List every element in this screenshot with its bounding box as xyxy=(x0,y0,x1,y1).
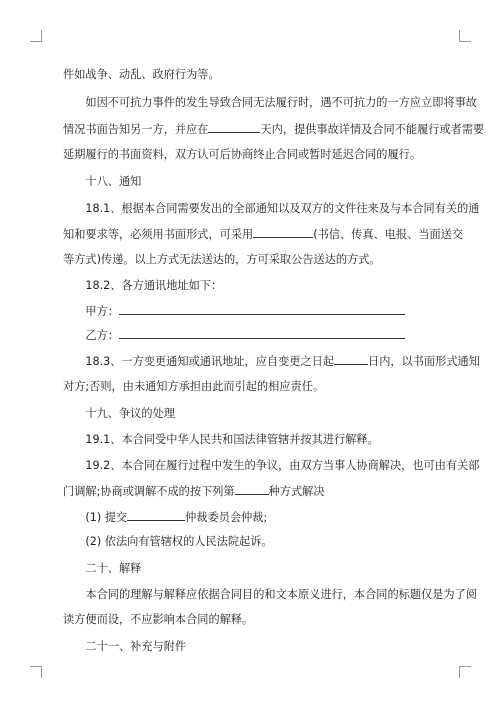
text-run: 种方式解决 xyxy=(268,485,325,498)
text-run: 天内，提供事故详情及合同不能履行或者需要 xyxy=(260,123,485,136)
text-run: 情况书面告知另一方，并应在 xyxy=(63,123,209,136)
fill-in-blank[interactable] xyxy=(253,227,313,238)
text-run: 知和要求等，必须用书面形式，可采用 xyxy=(63,228,254,241)
text-line xyxy=(63,510,267,525)
text-line xyxy=(63,613,253,627)
fill-in-blank[interactable] xyxy=(127,510,185,521)
text-line xyxy=(63,459,479,473)
text-line xyxy=(63,354,480,369)
text-run: 19.1、本合同受中华人民共和国法律管辖并按其进行解释。 xyxy=(63,433,379,446)
text-run: 二十、解释 xyxy=(63,562,142,575)
text-run: (1) 提交 xyxy=(63,511,128,524)
text-run: 如因不可抗力事件的发生导致合同无法履行时，遇不可抗力的一方应立即将事故 xyxy=(63,96,477,109)
text-run: 对方;否则，由未通知方承担由此而引起的相应责任。 xyxy=(63,380,325,393)
text-line xyxy=(63,407,175,421)
text-run: 十九、争议的处理 xyxy=(63,407,175,420)
text-run: 件如战争、动乱、政府行为等。 xyxy=(63,68,220,81)
text-line xyxy=(63,484,325,499)
text-line xyxy=(63,148,421,162)
text-run: (书信、传真、电报、当面送交 xyxy=(313,228,464,241)
text-run: 18.3、一方变更通知或通讯地址，应自变更之日起 xyxy=(63,355,335,368)
fill-in-blank[interactable] xyxy=(208,122,260,133)
text-line xyxy=(63,535,273,549)
text-run: 甲方： xyxy=(63,305,119,318)
text-run: 乙方： xyxy=(63,329,119,342)
text-line xyxy=(63,68,220,82)
text-line xyxy=(63,304,405,319)
text-run: 等方式)传递。以上方式无法送达的，方可采取公告送达的方式。 xyxy=(63,253,381,266)
text-run: 18.2、各方通讯地址如下： xyxy=(63,279,223,292)
text-line xyxy=(63,175,141,189)
text-line xyxy=(63,227,463,242)
text-line xyxy=(63,380,324,394)
text-line xyxy=(63,640,186,654)
text-run: 仲裁委员会仲裁; xyxy=(185,511,268,524)
fill-in-blank[interactable] xyxy=(119,304,405,315)
text-run: 本合同的理解与解释应依据合同目的和文本原义进行，本合同的标题仅是为了阅 xyxy=(63,588,477,601)
crop-mark-top-left xyxy=(30,30,42,42)
fill-in-blank[interactable] xyxy=(235,484,269,495)
text-run: 十八、通知 xyxy=(63,175,142,188)
text-run: 读方便而设，不应影响本合同的解释。 xyxy=(63,613,254,626)
text-line xyxy=(63,562,141,576)
text-run: 延期履行的书面资料，双方认可后协商终止合同或暂时延迟合同的履行。 xyxy=(63,148,422,161)
fill-in-blank[interactable] xyxy=(334,354,368,365)
text-run: 18.1、根据本合同需要发出的全部通知以及双方的文件往来及与本合同有关的通 xyxy=(63,202,480,215)
text-line xyxy=(63,588,477,602)
text-line xyxy=(63,96,477,110)
fill-in-blank[interactable] xyxy=(119,328,405,339)
text-run: 二十一、补充与附件 xyxy=(63,640,187,653)
crop-mark-bottom-right xyxy=(459,666,471,678)
text-line xyxy=(63,279,222,293)
text-line xyxy=(63,433,379,447)
text-line xyxy=(63,202,479,216)
text-run: 门调解;协商或调解不成的按下列第 xyxy=(63,485,235,498)
crop-mark-top-right xyxy=(459,30,471,42)
text-run: (2) 依法向有管辖权的人民法院起诉。 xyxy=(63,535,273,548)
text-line xyxy=(63,122,484,137)
text-line xyxy=(63,253,381,267)
text-run: 日内，以书面形式通知 xyxy=(368,355,480,368)
text-run: 19.2、本合同在履行过程中发生的争议，由双方当事人协商解决，也可由有关部 xyxy=(63,459,480,472)
crop-mark-bottom-left xyxy=(30,666,42,678)
text-line xyxy=(63,328,405,343)
